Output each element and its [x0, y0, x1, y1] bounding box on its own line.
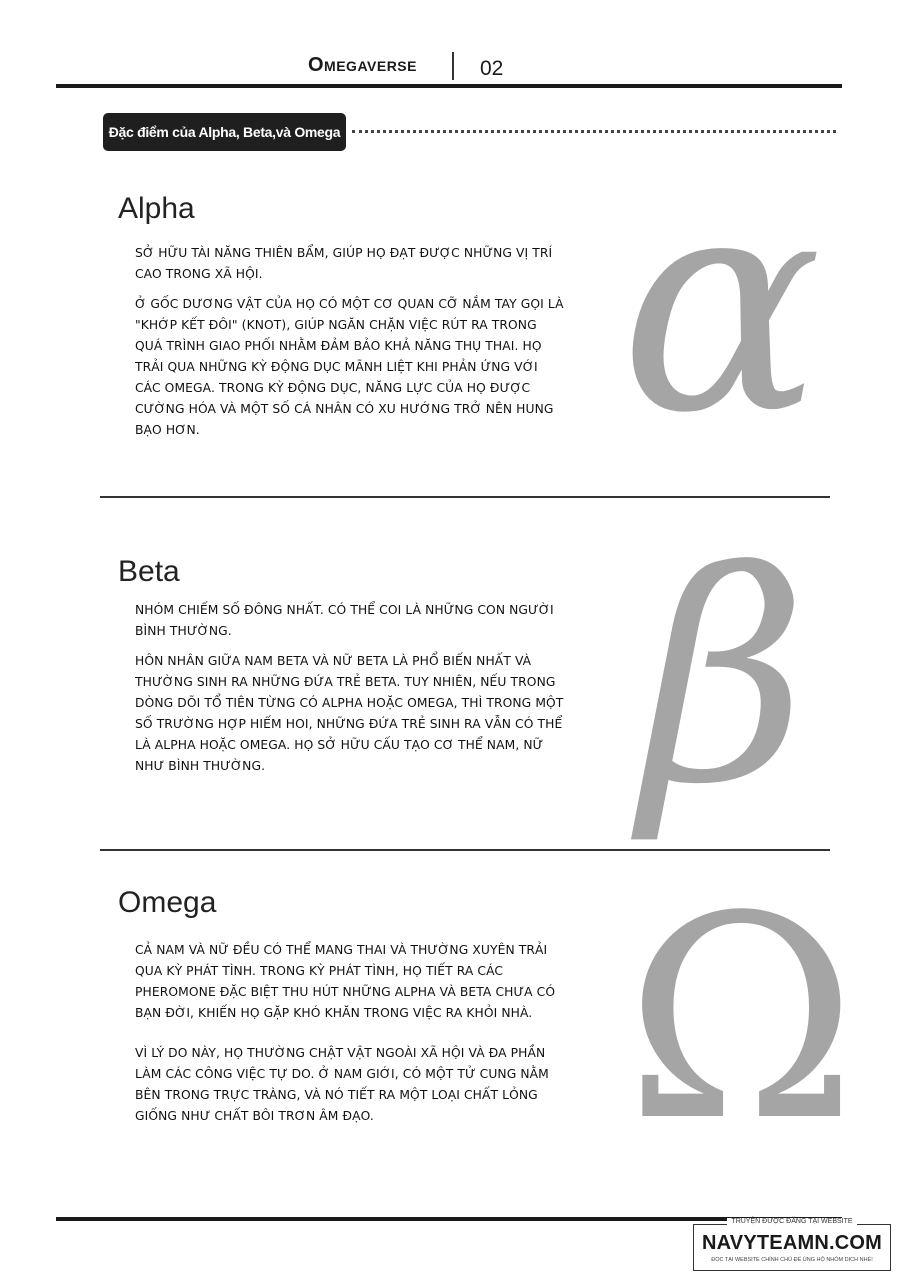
watermark-top-text: TRUYỆN ĐƯỢC ĐĂNG TẠI WEBSITE: [727, 1218, 856, 1225]
beta-heading: Beta: [118, 555, 180, 588]
beta-paragraph-1: NHÓM CHIẾM SỐ ĐÔNG NHẤT. CÓ THỂ COI LÀ NHỮNG CON NGƯỜI BÌNH THƯỜNG.: [135, 603, 554, 638]
section-divider-beta: [100, 849, 830, 851]
alpha-paragraph-1: SỞ HỮU TÀI NĂNG THIÊN BẨM, GIÚP HỌ ĐẠT ĐƯỢC NHỮNG VỊ TRÍ CAO TRONG XÃ HỘI.: [135, 246, 553, 281]
page-number: 02: [480, 57, 504, 80]
header-divider: [452, 52, 454, 80]
omega-heading: Omega: [118, 886, 217, 919]
watermark-bottom-text: ĐỌC TẠI WEBSITE CHÍNH CHỦ ĐỂ ỦNG HỘ NHÓM DỊCH NHÉ!: [711, 1257, 873, 1263]
section-tag: Đặc điểm của Alpha, Beta,và Omega: [103, 113, 346, 151]
omega-paragraph-1: CẢ NAM VÀ NỮ ĐỀU CÓ THỂ MANG THAI VÀ THƯỜNG XUYÊN TRẢI QUA KỲ PHÁT TÌNH. TRONG KỲ PHÁT TÌNH, HỌ TIẾT RA CÁC PHEROMONE ĐẶC BIỆT THU HÚT NHỮNG ALPHA VÀ BETA CHƯA CÓ BẠN ĐỜI, KHIẾN HỌ GẶP KHÓ KHĂN TRONG VIỆC RA KHỎI NHÀ.: [135, 943, 556, 1020]
omega-symbol: Ω: [625, 857, 858, 1183]
site-watermark: [693, 1218, 891, 1271]
alpha-heading: Alpha: [118, 192, 195, 225]
book-title: Omegaverse: [308, 54, 417, 76]
beta-paragraph-2: HÔN NHÂN GIỮA NAM BETA VÀ NỮ BETA LÀ PHỔ BIẾN NHẤT VÀ THƯỜNG SINH RA NHỮNG ĐỨA TRẺ BETA. TUY NHIÊN, NẾU TRONG DÒNG DÕI TỔ TIÊN TỪNG CÓ ALPHA HOẶC OMEGA, THÌ TRONG MỘT SỐ TRƯỜNG HỢP HIẾM HOI, NHỮNG ĐỨA TRẺ SINH RA VẪN CÓ THỂ LÀ ALPHA HOẶC OMEGA. HỌ SỞ HỮU CẤU TẠO CƠ THỂ NAM, NỮ NHƯ BÌNH THƯỜNG.: [135, 654, 564, 773]
section-divider-alpha: [100, 496, 830, 498]
alpha-paragraph-2: Ở GỐC DƯƠNG VẬT CỦA HỌ CÓ MỘT CƠ QUAN CỠ NẮM TAY GỌI LÀ "KHỚP KẾT ĐÔI" (KNOT), GIÚP NGĂN CHẶN VIỆC RÚT RA TRONG QUÁ TRÌNH GIAO PHỐI NHẰM ĐẢM BẢO KHẢ NĂNG THỤ THAI. HỌ TRẢI QUA NHỮNG KỲ ĐỘNG DỤC MÃNH LIỆT KHI PHẢN ỨNG VỚI CÁC OMEGA. TRONG KỲ ĐỘNG DỤC, NĂNG LỰC CỦA HỌ ĐƯỢC CƯỜNG HÓA VÀ MỘT SỐ CÁ NHÂN CÓ XU HƯỚNG TRỞ NÊN HUNG BẠO HƠN.: [135, 297, 564, 437]
alpha-symbol: α: [620, 130, 823, 479]
watermark-site-name: NAVYTEAMN.COM: [701, 1232, 882, 1254]
beta-symbol: β: [640, 511, 808, 848]
header-rule: [56, 84, 842, 88]
omega-paragraph-2: VÌ LÝ DO NÀY, HỌ THƯỜNG CHẬT VẬT NGOÀI XÃ HỘI VÀ ĐA PHẦN LÀM CÁC CÔNG VIỆC TỰ DO. Ở NAM GIỚI, CÓ MỘT TỬ CUNG NẰM BÊN TRONG TRỰC TRÀNG, VÀ NÓ TIẾT RA MỘT LOẠI CHẤT LỎNG GIỐNG NHƯ CHẤT BÔI TRƠN ÂM ĐẠO.: [135, 1046, 549, 1123]
